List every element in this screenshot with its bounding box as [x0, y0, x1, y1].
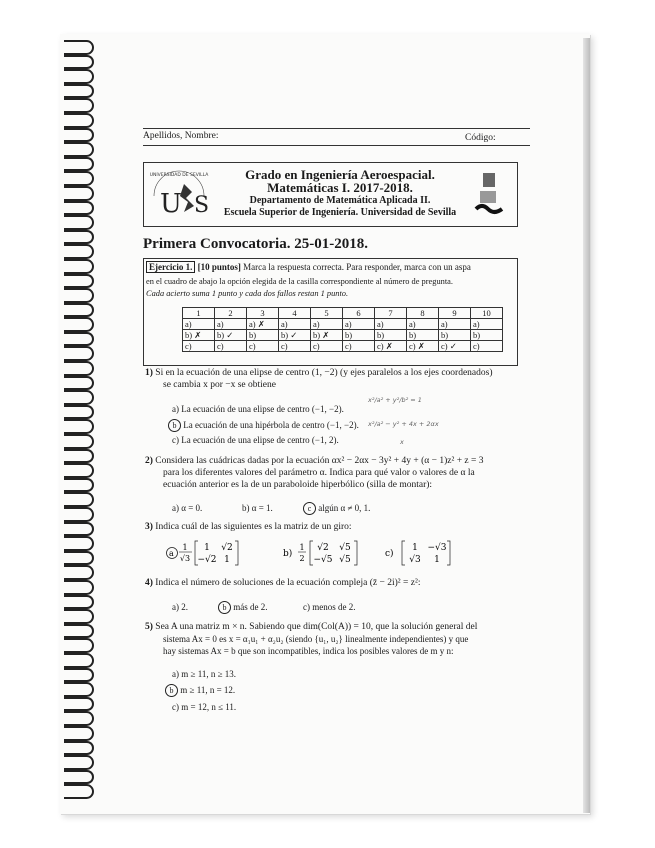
answer-cell[interactable]: a) [183, 319, 215, 330]
handwritten-note-1: x²/a² + y²/b² = 1 [368, 396, 422, 404]
matrix-entry: √2 [221, 543, 233, 553]
question-text: Indica el número de soluciones de la ecuación compleja (z̄ − 2i)² = z²: [155, 578, 421, 588]
matrix-entry: −√5 [313, 555, 333, 565]
option-text: m = 12, n ≤ 11. [181, 702, 237, 712]
exercise-label: Ejercicio 1. [146, 261, 195, 273]
q2-option-c [303, 502, 370, 515]
matrix-entry: 1 [412, 543, 418, 553]
option-label: a) [172, 669, 179, 679]
answer-cell[interactable]: b) [471, 330, 503, 341]
code-label: Código: [465, 133, 496, 143]
q1-option-c [172, 435, 339, 445]
question-number: 1) [145, 368, 153, 378]
q5-option-b [165, 684, 235, 697]
seal-text: UNIVERSIDAD DE SEVILLA [149, 173, 209, 178]
q4-option-a [172, 602, 188, 612]
matrix-entry: 1 [204, 543, 210, 553]
question-column-header: 10 [471, 308, 503, 319]
option-text: m ≥ 11, n ≥ 13. [181, 669, 237, 679]
question-5-line-2: sistema Ax = 0 es x = α₁u₁ + α₂u₂ (siendo {u₁, u₂} linealmente independientes) y que [163, 634, 469, 644]
department-title: Departamento de Matemática Aplicada II. [249, 195, 431, 206]
handwritten-note-3: x [400, 438, 404, 446]
matrix-entry: 1 [434, 555, 440, 565]
question-number: 2) [145, 456, 153, 466]
matrix-entry: √3 [409, 555, 421, 565]
option-text: La ecuación de una elipse de centro (−1, −2). [181, 404, 344, 414]
answer-cell[interactable]: a) [439, 319, 471, 330]
name-label: Apellidos, Nombre: [143, 131, 219, 141]
question-column-header: 5 [311, 308, 343, 319]
answer-cell[interactable]: a) [471, 319, 503, 330]
q5-option-a [172, 669, 236, 679]
option-text: α = 0. [181, 503, 203, 513]
svg-text:U: U [160, 189, 182, 219]
answer-row [183, 319, 503, 330]
option-label: a) [172, 602, 179, 612]
handwritten-note-2: x²/a² − y² + 4x + 2αx [368, 420, 439, 428]
question-column-header: 6 [343, 308, 375, 319]
answer-cell[interactable]: c) [215, 341, 247, 352]
university-seal-icon [148, 166, 210, 220]
school-logo-icon [474, 171, 504, 217]
q4-option-c [303, 602, 356, 612]
answer-cell[interactable]: c) ✓ [439, 341, 471, 352]
q1-option-a [172, 404, 344, 414]
matrix-entry: √2 [317, 543, 329, 553]
coef-denominator: √3 [179, 554, 191, 563]
option-label: b) [242, 503, 250, 513]
q3-option-a [167, 541, 239, 565]
q1-option-b [168, 419, 359, 432]
page-edge [583, 38, 590, 813]
answer-cell[interactable]: b) ✓ [279, 330, 311, 341]
question-text: Considera las cuádricas dadas por la ecuación αx² − 2αx − 3y² + 4y + (α − 1)z² + z = 3 [155, 456, 484, 466]
answer-table [182, 307, 503, 352]
option-text: α = 1. [251, 503, 273, 513]
matrix-entry: −√2 [197, 555, 217, 565]
circled-answer-mark: b [168, 419, 181, 432]
question-column-header: 3 [247, 308, 279, 319]
matrix-entry: −√3 [427, 543, 447, 553]
answer-cell[interactable]: c) [471, 341, 503, 352]
question-column-header: 8 [407, 308, 439, 319]
spiral-binding [60, 40, 108, 810]
option-label: a) [172, 404, 179, 414]
answer-cell[interactable]: c) ✗ [375, 341, 407, 352]
answer-cell[interactable]: a) [407, 319, 439, 330]
option-text: más de 2. [233, 602, 268, 612]
exam-title: Primera Convocatoria. 25-01-2018. [143, 236, 368, 252]
answer-cell[interactable]: b) [343, 330, 375, 341]
q3-option-c [385, 541, 450, 565]
option-label: a [169, 549, 174, 558]
answer-row [183, 330, 503, 341]
question-4 [145, 578, 515, 590]
answer-cell[interactable]: a) [215, 319, 247, 330]
answer-cell[interactable]: b) ✓ [215, 330, 247, 341]
option-label: c) [385, 549, 394, 559]
option-text: La ecuación de una elipse de centro (−1, 2). [181, 435, 339, 445]
q2-option-a [172, 503, 202, 513]
header-bottom-rule [143, 145, 530, 146]
q2-option-b [242, 503, 273, 513]
option-label: b) [283, 549, 293, 559]
matrix-entry: √5 [339, 555, 351, 565]
question-5-line-3: hay sistemas Ax = b que son incompatibles, indica los posibles valores de m y n: [163, 646, 454, 656]
exercise-instructions [146, 262, 514, 273]
question-3 [145, 522, 515, 534]
coef-denominator: 2 [299, 554, 305, 563]
question-1 [145, 368, 515, 380]
instruction-line-3: Cada acierto suma 1 punto y cada dos fallos restan 1 punto. [146, 289, 349, 298]
circled-answer-mark: c [303, 502, 316, 515]
question-column-header: 9 [439, 308, 471, 319]
answer-cell[interactable]: c) ✗ [407, 341, 439, 352]
answer-cell[interactable]: c) [183, 341, 215, 352]
option-label: c) [172, 702, 179, 712]
answer-cell[interactable]: b) ✗ [183, 330, 215, 341]
answer-cell[interactable]: a) [375, 319, 407, 330]
exercise-points: [10 puntos] [197, 262, 241, 272]
question-number: 4) [145, 578, 153, 588]
question-column-header: 1 [183, 308, 215, 319]
answer-cell[interactable]: a) ✗ [247, 319, 279, 330]
question-text: Indica cuál de las siguientes es la matriz de un giro: [155, 522, 352, 532]
circled-answer-mark: b [165, 684, 178, 697]
answer-cell[interactable]: a) [311, 319, 343, 330]
question-2-line-3: ecuación anterior es la de un paraboloide hiperbólico (silla de montar): [163, 480, 433, 490]
question-2-line-2: para los diferentes valores del parámetro α. Indica para qué valor o valores de α la [163, 468, 475, 478]
option-text: La ecuación de una hipérbola de centro (−1, −2). [183, 420, 359, 430]
coef-numerator: 1 [299, 543, 305, 552]
school-title: Escuela Superior de Ingeniería. Universidad de Sevilla [223, 207, 457, 218]
answer-cell[interactable]: a) [343, 319, 375, 330]
coef-numerator: 1 [182, 543, 188, 552]
answer-cell[interactable]: b) ✗ [311, 330, 343, 341]
answer-cell[interactable]: c) [343, 341, 375, 352]
q3-option-b [283, 541, 357, 565]
subject-title: Matemáticas I. 2017-2018. [267, 180, 413, 195]
question-number: 5) [145, 622, 153, 632]
option-text: 2. [181, 602, 188, 612]
answer-cell[interactable]: b) [407, 330, 439, 341]
option-label: a) [172, 503, 179, 513]
option-text: menos de 2. [312, 602, 356, 612]
header-top-rule [143, 128, 530, 129]
q5-option-c [172, 702, 236, 712]
answer-table-header [183, 308, 503, 319]
svg-text:S: S [194, 193, 210, 218]
question-column-header: 2 [215, 308, 247, 319]
matrix-entry: 1 [224, 555, 230, 565]
answer-cell[interactable]: b) [439, 330, 471, 341]
answer-cell[interactable]: b) [375, 330, 407, 341]
answer-row [183, 341, 503, 352]
answer-cell[interactable]: b) [247, 330, 279, 341]
option-text: m ≥ 11, n = 12. [180, 685, 236, 695]
circled-answer-mark: b [218, 601, 231, 614]
option-label: c) [172, 435, 179, 445]
question-1-line-2: se cambia x por −x se obtiene [163, 380, 276, 390]
question-column-header: 7 [375, 308, 407, 319]
instruction-line-1: Marca la respuesta correcta. Para responder, marca con un aspa [243, 262, 471, 272]
question-5 [145, 622, 517, 634]
rotation-matrix-options [165, 538, 465, 572]
q4-option-b [218, 601, 268, 614]
degree-title: Grado en Ingeniería Aeroespacial. [245, 167, 435, 182]
answer-cell[interactable]: a) [279, 319, 311, 330]
instruction-line-2: en el cuadro de abajo la opción elegida de la casilla correspondiente al número de pregunta. [146, 277, 453, 286]
option-text: algún α ≠ 0, 1. [318, 503, 371, 513]
question-number: 3) [145, 522, 153, 532]
matrix-entry: √5 [339, 543, 351, 553]
answer-cell[interactable]: c) [247, 341, 279, 352]
question-column-header: 4 [279, 308, 311, 319]
question-text: Si en la ecuación de una elipse de centro (1, −2) (y ejes paralelos a los ejes coordenados) [155, 368, 493, 378]
question-2 [145, 456, 515, 468]
answer-cell[interactable]: c) [311, 341, 343, 352]
question-text: Sea A una matriz m × n. Sabiendo que dim(Col(A)) = 10, que la solución general del [155, 622, 478, 632]
answer-cell[interactable]: c) [279, 341, 311, 352]
option-label: c) [303, 602, 310, 612]
